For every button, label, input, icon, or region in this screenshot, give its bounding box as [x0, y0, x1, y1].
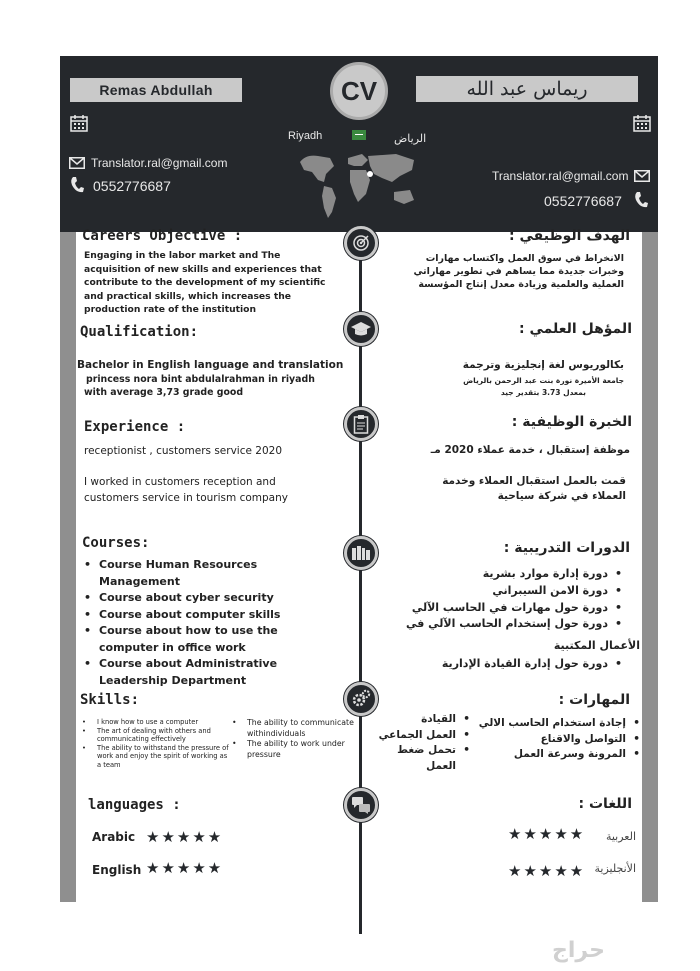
course-item-en: • Course about cyber security — [84, 590, 308, 607]
skill-item-ar: • القيادة — [366, 712, 470, 728]
objective-title-en: Careers Objective : — [82, 228, 243, 244]
course-item-ar: • دورة حول إدارة القيادة الإدارية — [396, 656, 622, 673]
languages-title-ar: اللغات : — [578, 796, 632, 812]
skill-item-ar: • التواصل والاقناع — [472, 732, 640, 748]
saudi-flag-icon — [352, 130, 366, 140]
skill-item-en: • The art of dealing with others and communicating effectively — [82, 727, 232, 744]
mail-icon — [634, 170, 650, 182]
skills-col2-en — [232, 718, 358, 760]
world-map-icon — [296, 148, 424, 220]
qualification-grade-ar: بمعدل 3.73 بتقدير جيد — [500, 388, 586, 397]
experience-title-ar: الخبرة الوظيفية : — [511, 414, 632, 430]
email-right: Translator.ral@gmail.com — [492, 169, 629, 183]
qualification-title-ar: المؤهل العلمي : — [519, 321, 632, 337]
courses-title-en: Courses: — [82, 535, 150, 551]
cv-page — [60, 56, 658, 902]
skill-item-ar: • تحمل ضغط العمل — [366, 743, 470, 774]
name-en: Remas Abdullah — [70, 78, 242, 102]
city-en: Riyadh — [288, 130, 323, 142]
qualification-university-en: princess nora bint abdulalrahman in riyadh — [86, 374, 315, 385]
chat-bubbles-icon — [344, 788, 378, 822]
objective-text-ar: الانخراط في سوق العمل واكتساب مهارات وخبرات جديدة مما يساهم في تطوير مهاراتي العملية والعلمية وزيادة معدل إنتاج المؤسسة — [413, 253, 624, 290]
skills-title-en: Skills: — [80, 692, 140, 708]
phone-left: 0552776687 — [93, 178, 171, 194]
right-sidebar-bar — [642, 232, 658, 902]
books-icon — [344, 536, 378, 570]
mail-icon — [69, 157, 85, 169]
skill-item-ar: • إجادة استخدام الحاسب الالي — [472, 716, 640, 732]
language-name-en: English — [92, 863, 142, 877]
course-item-en: • Course about Administrative Leadership Department — [84, 656, 308, 689]
objective-title-ar: الهدف الوظيفي : — [509, 228, 630, 244]
phone-icon — [634, 191, 648, 209]
objective-text-en: Engaging in the labor market and The acquisition of new skills and experiences that contribute to the development of my scientific and practical skills, which increases the production rate of the institution — [84, 250, 326, 315]
language-name-ar: العربية — [605, 830, 636, 843]
skill-item-en: • The ability to withstand the pressure of work and enjoy the spirit of working as a team — [82, 744, 232, 770]
courses-list-ar-last — [396, 656, 622, 673]
course-item-ar: • دورة إدارة موارد بشرية — [396, 566, 622, 583]
course-item-ar: • دورة حول مهارات في الحاسب الآلي — [396, 600, 622, 617]
experience-role-ar: موظفة إستقبال ، خدمة عملاء 2020 مـ — [430, 444, 630, 456]
qualification-degree-ar: بكالوريوس لغة إنجليزية وترجمة — [462, 359, 624, 371]
experience-title-en: Experience : — [84, 419, 186, 435]
skills-col2-ar — [366, 712, 470, 774]
courses-list-en — [84, 557, 308, 689]
course-item-en: • Course Human Resources Management — [84, 557, 308, 590]
experience-desc-ar: قمت بالعمل استقبال العملاء وخدمة العملاء في شركة سياحية — [442, 475, 626, 502]
course-item-en: • Course about how to use the computer in office work — [84, 623, 308, 656]
qualification-grade-en: with average 3,73 grade good — [84, 387, 244, 398]
graduation-cap-icon — [344, 312, 378, 346]
language-name-ar: الأنجليزية — [594, 862, 636, 875]
skills-title-ar: المهارات : — [558, 692, 630, 708]
gears-icon — [344, 682, 378, 716]
target-icon — [344, 226, 378, 260]
clipboard-icon — [344, 407, 378, 441]
cv-badge: CV — [330, 62, 388, 120]
course-item-ar-continued: الأعمال المكتبية — [553, 639, 640, 652]
name-ar: ريماس عبد الله — [416, 76, 638, 102]
language-name-en: Arabic — [92, 830, 136, 844]
language-rating-stars: ★★★★★ — [146, 828, 224, 846]
courses-list-ar — [396, 566, 622, 633]
phone-icon — [70, 176, 84, 194]
languages-title-en: languages : — [88, 797, 181, 813]
header — [60, 56, 658, 232]
skill-item-ar: • المرونة وسرعة العمل — [472, 747, 640, 763]
experience-desc-en: I worked in customers reception and customers service in tourism company — [84, 476, 288, 504]
city-ar: الرياض — [394, 133, 427, 145]
skills-col1-ar — [472, 716, 640, 763]
language-rating-stars: ★★★★★ — [508, 825, 586, 843]
skill-item-en: • The ability to work under pressure — [232, 739, 358, 760]
language-rating-stars: ★★★★★ — [508, 862, 586, 880]
experience-role-en: receptionist , customers service 2020 — [84, 445, 282, 457]
skill-item-ar: • العمل الجماعي — [366, 728, 470, 744]
calendar-icon — [633, 114, 651, 132]
skills-col1-en — [82, 718, 232, 770]
course-item-ar: • دورة الامن السيبراني — [396, 583, 622, 600]
qualification-university-ar: جامعة الأميرة نورة بنت عبد الرحمن بالرياض — [463, 376, 624, 385]
calendar-icon — [70, 114, 88, 132]
phone-right: 0552776687 — [544, 193, 622, 209]
skill-item-en: • The ability to communicate withindividuals — [232, 718, 358, 739]
course-item-en: • Course about computer skills — [84, 607, 308, 624]
email-left: Translator.ral@gmail.com — [91, 156, 228, 170]
course-item-ar: • دورة حول إستخدام الحاسب الآلي في — [396, 616, 622, 633]
qualification-title-en: Qualification: — [80, 324, 199, 340]
left-sidebar-bar — [60, 232, 76, 902]
qualification-degree-en: Bachelor in English language and translation — [77, 359, 344, 371]
language-rating-stars: ★★★★★ — [146, 859, 224, 877]
haraj-watermark: حراج — [552, 938, 605, 963]
skill-item-en: • I know how to use a computer — [82, 718, 232, 727]
courses-title-ar: الدورات التدريبية : — [503, 540, 630, 556]
